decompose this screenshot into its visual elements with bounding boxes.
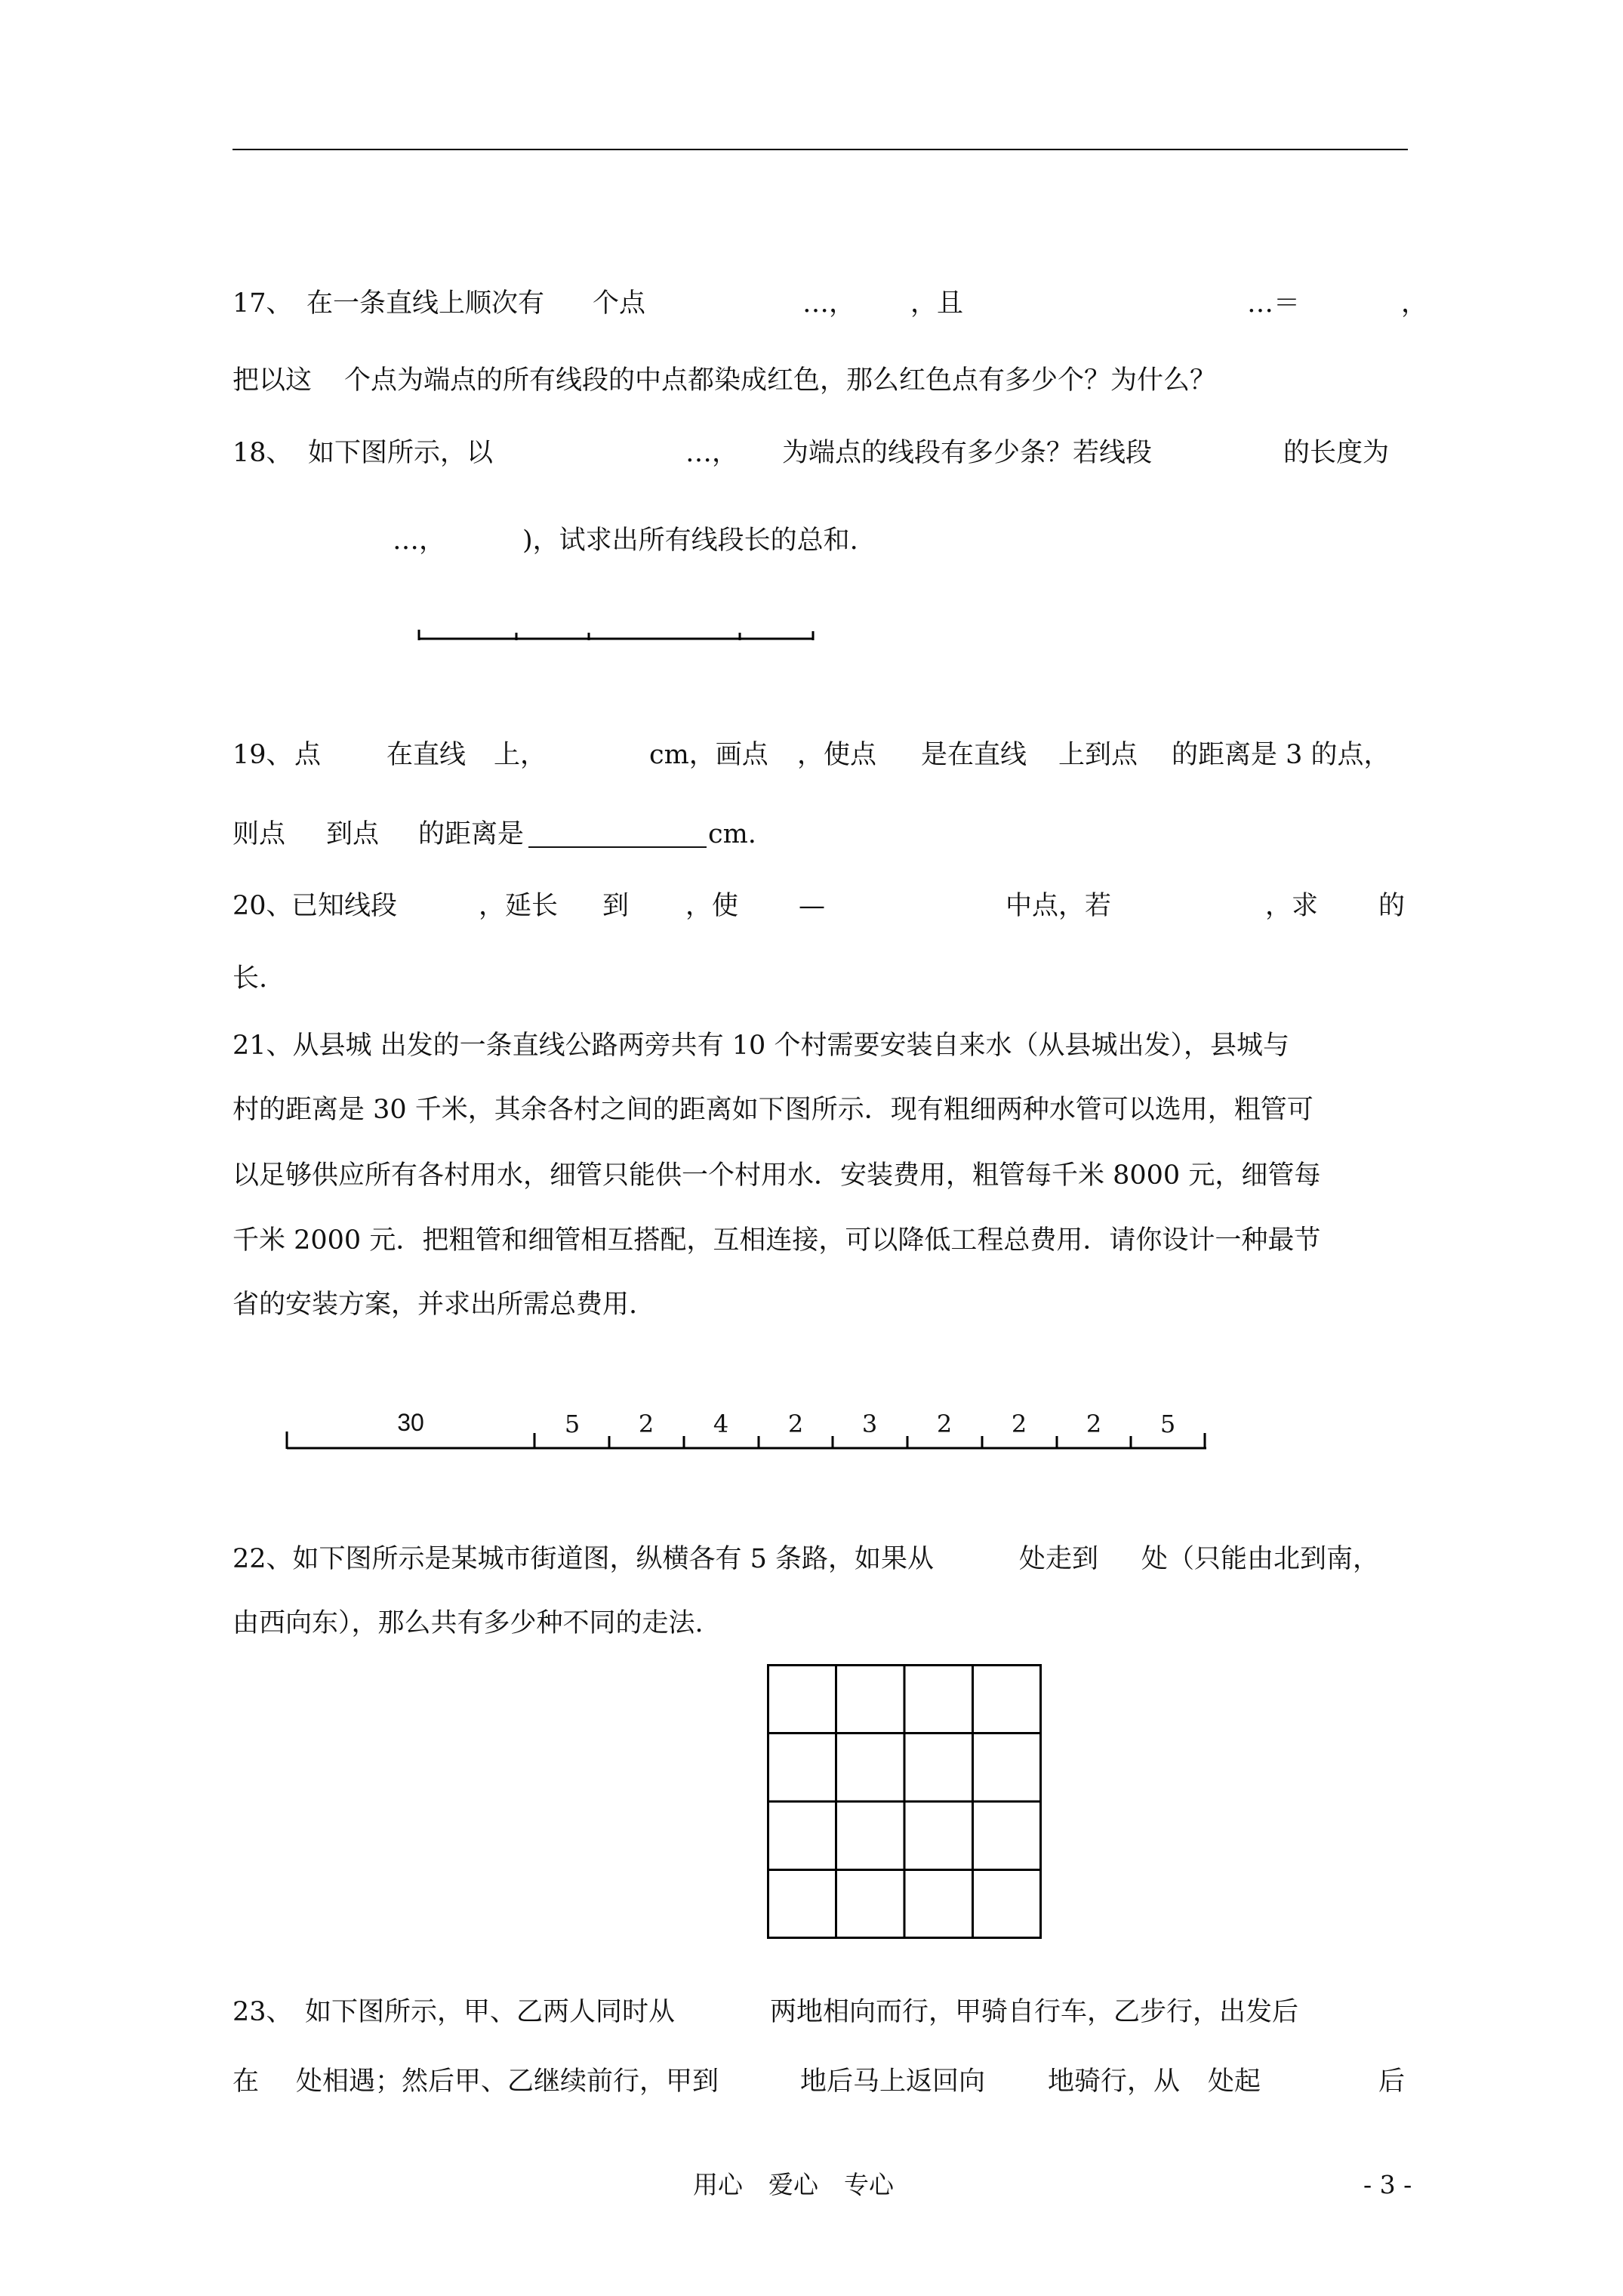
distance-label: 2	[638, 1410, 654, 1438]
question-17-line-1	[233, 288, 1428, 319]
text-fragment: 地骑行，从	[1048, 2066, 1181, 2097]
text-fragment: ，求	[1265, 891, 1319, 921]
distance-label: 2	[1086, 1410, 1102, 1438]
footer-motto-3: 专心	[844, 2170, 894, 2199]
text-fragment: 已知线段	[291, 891, 398, 921]
answer-blank[interactable]	[528, 846, 707, 848]
question-21-line: 以足够供应所有各村用水，细管只能供一个村用水．安装费用，粗管每千米 8000 元，细管每	[233, 1160, 1321, 1191]
text-fragment: 处走到	[1019, 1544, 1099, 1574]
text-fragment: …，	[802, 288, 856, 319]
page-number: - 3 -	[1363, 2170, 1412, 2199]
text-fragment: 的距离是 3 的点，	[1172, 740, 1390, 770]
text-fragment: 在	[233, 2066, 260, 2097]
street-grid	[767, 1664, 1042, 1939]
question-21-line: 省的安装方案，并求出所需总费用.	[233, 1290, 638, 1320]
question-number: 23、	[233, 1997, 293, 2027]
text-fragment: …，	[685, 438, 739, 468]
distance-label: 5	[1160, 1410, 1176, 1438]
text-fragment: 到点	[326, 819, 380, 849]
distance-label: 3	[861, 1410, 878, 1438]
question-21-line: 村的距离是 30 千米，其余各村之间的距离如下图所示．现有粗细两种水管可以选用，粗管可	[233, 1095, 1313, 1125]
question-19-line-2	[233, 819, 1410, 849]
question-number: 20、	[233, 891, 293, 921]
text-fragment: 处起	[1208, 2066, 1261, 2097]
distance-label: 5	[564, 1410, 581, 1438]
text-fragment: ，使点	[797, 740, 877, 770]
text-fragment: 点	[294, 740, 322, 770]
text-fragment: )，试求出所有线段长的总和.	[522, 525, 858, 556]
text-fragment: 两地相向而行，甲骑自行车，乙步行，出发后	[770, 1997, 1299, 2027]
text-fragment: 上，	[494, 740, 547, 770]
question-number: 18、	[233, 438, 293, 468]
question-19-line-1	[233, 740, 1410, 770]
text-fragment: —	[799, 891, 825, 921]
question-21-line: 21、从县城 出发的一条直线公路两旁共有 10 个村需要安装自来水（从县城出发），县城与	[233, 1031, 1289, 1061]
question-number: 19、	[233, 740, 293, 770]
distance-label: 4	[713, 1410, 729, 1438]
text-fragment: 把以这	[233, 365, 313, 396]
text-fragment: 个点	[593, 288, 646, 319]
text-fragment: ，	[1401, 288, 1428, 319]
text-fragment: 如下图所示，以	[308, 438, 494, 468]
distance-diagram	[279, 1404, 1215, 1457]
question-number: 17、	[233, 288, 293, 319]
footer-motto-2: 爱心	[768, 2170, 818, 2199]
question-17-line-2	[233, 365, 1410, 396]
text-fragment: 处相遇；然后甲、乙继续前行，甲到	[296, 2066, 719, 2097]
footer-motto-1: 用心	[693, 2170, 743, 2199]
distance-label: 2	[787, 1410, 804, 1438]
text-fragment: …，	[393, 525, 446, 556]
text-fragment: 中点，若	[1006, 891, 1112, 921]
text-fragment: 后	[1378, 2066, 1406, 2097]
question-18-line-2	[393, 525, 996, 556]
question-23-line-2	[233, 2066, 1410, 2097]
question-22-line-2: 由西向东），那么共有多少种不同的走法.	[233, 1608, 704, 1638]
question-23-line-1	[233, 1997, 1410, 2027]
text-fragment: 22、如下图所示是某城市街道图，纵横各有 5 条路，如果从	[233, 1544, 935, 1574]
text-fragment: 处（只能由北到南，	[1141, 1544, 1380, 1574]
text-fragment: 到	[602, 891, 630, 921]
question-20-line-2: 长.	[233, 963, 268, 994]
text-fragment: 的距离是	[418, 819, 525, 849]
text-fragment: 上到点	[1058, 740, 1138, 770]
text-fragment: …＝	[1247, 288, 1301, 319]
distance-label: 2	[1011, 1410, 1027, 1438]
text-fragment: 地后马上返回向	[800, 2066, 986, 2097]
text-fragment: ，使	[685, 891, 739, 921]
question-20-line-1	[233, 891, 1410, 921]
segment-diagram	[408, 619, 830, 649]
question-22-line-1	[233, 1544, 1410, 1574]
text-fragment: 的长度为	[1283, 438, 1390, 468]
text-fragment: 的	[1378, 891, 1406, 921]
text-fragment: 则点	[233, 819, 286, 849]
text-fragment: 在一条直线上顺次有	[306, 288, 545, 319]
text-fragment: 为端点的线段有多少条？若线段	[782, 438, 1153, 468]
text-fragment: 个点为端点的所有线段的中点都染成红色，那么红色点有多少个？为什么？	[344, 365, 1217, 396]
text-fragment: ，延长	[479, 891, 559, 921]
distance-label: 30	[397, 1409, 424, 1436]
street-grid-lines	[767, 1664, 1042, 1939]
text-fragment: cm，画点	[649, 740, 768, 770]
question-18-line-1	[233, 438, 1410, 468]
text-fragment: 在直线	[387, 740, 467, 770]
text-fragment: 如下图所示，甲、乙两人同时从	[305, 1997, 676, 2027]
text-fragment: 是在直线	[921, 740, 1027, 770]
text-fragment: ，且	[910, 288, 964, 319]
header-rule	[233, 149, 1408, 150]
text-fragment: cm.	[708, 819, 756, 849]
distance-label: 2	[936, 1410, 953, 1438]
question-21-line: 千米 2000 元．把粗管和细管相互搭配，互相连接，可以降低工程总费用．请你设计一种最节	[233, 1225, 1321, 1256]
